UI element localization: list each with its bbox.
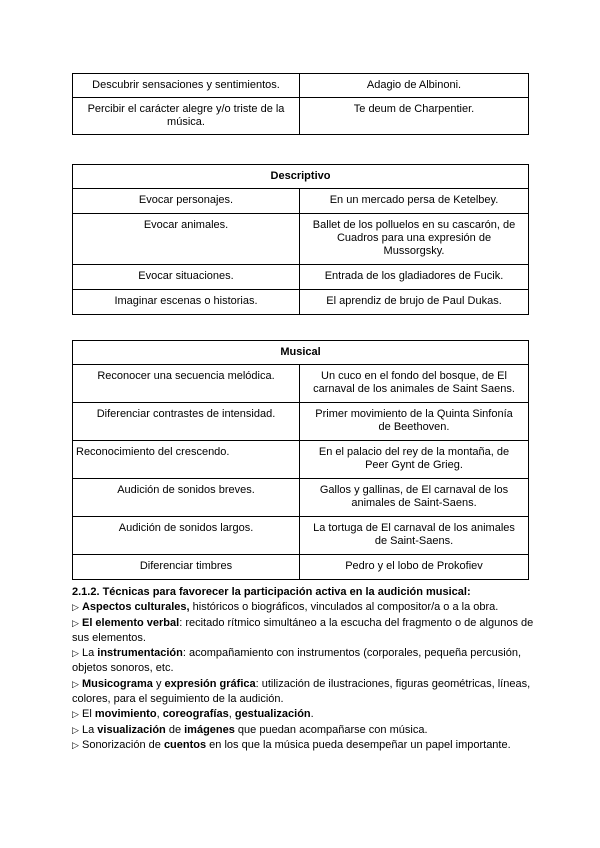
list-item: ▷ Musicograma y expresión gráfica: utilización de ilustraciones, figuras geométricas, líneas, colores, para el seguimiento de la audición. <box>72 677 531 706</box>
table-cell-work: Pedro y el lobo de Prokofiev <box>300 555 529 580</box>
list-item: ▷ La instrumentación: acompañamiento con instrumentos (corporales, pequeña percusión, objetos sonoros, etc. <box>72 647 521 675</box>
section-heading: 2.1.2. Técnicas para favorecer la participación activa en la audición musical: <box>72 586 471 598</box>
table-row <box>73 265 529 290</box>
list-item: ▷ El movimiento, coreografías, gestualización. <box>72 708 314 721</box>
table-cell-objective: Diferenciar contrastes de intensidad. <box>73 403 300 441</box>
table-cell-objective: Descubrir sensaciones y sentimientos. <box>73 74 300 98</box>
table-row <box>73 214 529 265</box>
triangle-bullet-icon: ▷ <box>72 648 79 659</box>
table-row <box>73 189 529 214</box>
table-cell-objective: Audición de sonidos breves. <box>73 479 300 517</box>
table-cell-objective: Evocar animales. <box>73 214 300 265</box>
table-cell-objective: Imaginar escenas o historias. <box>73 290 300 315</box>
table-cell-objective: Evocar personajes. <box>73 189 300 214</box>
table-cell-work: Adagio de Albinoni. <box>300 74 529 98</box>
triangle-bullet-icon: ▷ <box>72 678 79 689</box>
table-cell-objective: Reconocer una secuencia melódica. <box>73 365 300 403</box>
triangle-bullet-icon: ▷ <box>72 724 79 735</box>
table-row <box>73 290 529 315</box>
table-row <box>73 441 529 479</box>
table-row <box>73 74 529 98</box>
table-cell-work: Te deum de Charpentier. <box>300 98 529 135</box>
triangle-bullet-icon: ▷ <box>72 709 79 720</box>
table-cell-work: Gallos y gallinas, de El carnaval de los animales de Saint-Saens. <box>300 479 529 517</box>
table-row <box>73 403 529 441</box>
table-emotional <box>72 73 529 135</box>
table-cell-work: En el palacio del rey de la montaña, de Peer Gynt de Grieg. <box>300 441 529 479</box>
table-descriptive <box>72 164 529 315</box>
table-cell-objective: Reconocimiento del crescendo. <box>73 441 300 479</box>
table-cell-objective: Audición de sonidos largos. <box>73 517 300 555</box>
table-row <box>73 555 529 580</box>
triangle-bullet-icon: ▷ <box>72 617 79 628</box>
table-cell-work: Primer movimiento de la Quinta Sinfonía de Beethoven. <box>300 403 529 441</box>
list-item: ▷ El elemento verbal: recitado rítmico simultáneo a la escucha del fragmento o de algunos de sus elementos. <box>72 616 534 644</box>
table-cell-work: La tortuga de El carnaval de los animales de Saint-Saens. <box>300 517 529 555</box>
table-musical <box>72 340 529 580</box>
list-item: ▷ Aspectos culturales, históricos o biográficos, vinculados al compositor/a o a la obra. <box>72 601 499 614</box>
table-header-row <box>73 341 529 365</box>
table-cell-objective: Diferenciar timbres <box>73 555 300 580</box>
table-header: Descriptivo <box>73 165 529 189</box>
table-row <box>73 98 529 135</box>
table-cell-work: Ballet de los polluelos en su cascarón, de Cuadros para una expresión de Mussorgsky. <box>300 214 529 265</box>
table-cell-work: Entrada de los gladiadores de Fucik. <box>300 265 529 290</box>
table-header-row <box>73 165 529 189</box>
table-cell-work: Un cuco en el fondo del bosque, de El carnaval de los animales de Saint Saens. <box>300 365 529 403</box>
table-cell-objective: Evocar situaciones. <box>73 265 300 290</box>
table-cell-objective: Percibir el carácter alegre y/o triste de la música. <box>73 98 300 135</box>
triangle-bullet-icon: ▷ <box>72 602 79 613</box>
list-item: ▷ Sonorización de cuentos en los que la música pueda desempeñar un papel importante. <box>72 738 511 751</box>
table-cell-work: En un mercado persa de Ketelbey. <box>300 189 529 214</box>
techniques-section <box>72 585 542 753</box>
table-header: Musical <box>73 341 529 365</box>
list-item: ▷ La visualización de imágenes que puedan acompañarse con música. <box>72 723 428 736</box>
triangle-bullet-icon: ▷ <box>72 739 79 750</box>
table-row <box>73 365 529 403</box>
table-row <box>73 517 529 555</box>
table-row <box>73 479 529 517</box>
table-cell-work: El aprendiz de brujo de Paul Dukas. <box>300 290 529 315</box>
